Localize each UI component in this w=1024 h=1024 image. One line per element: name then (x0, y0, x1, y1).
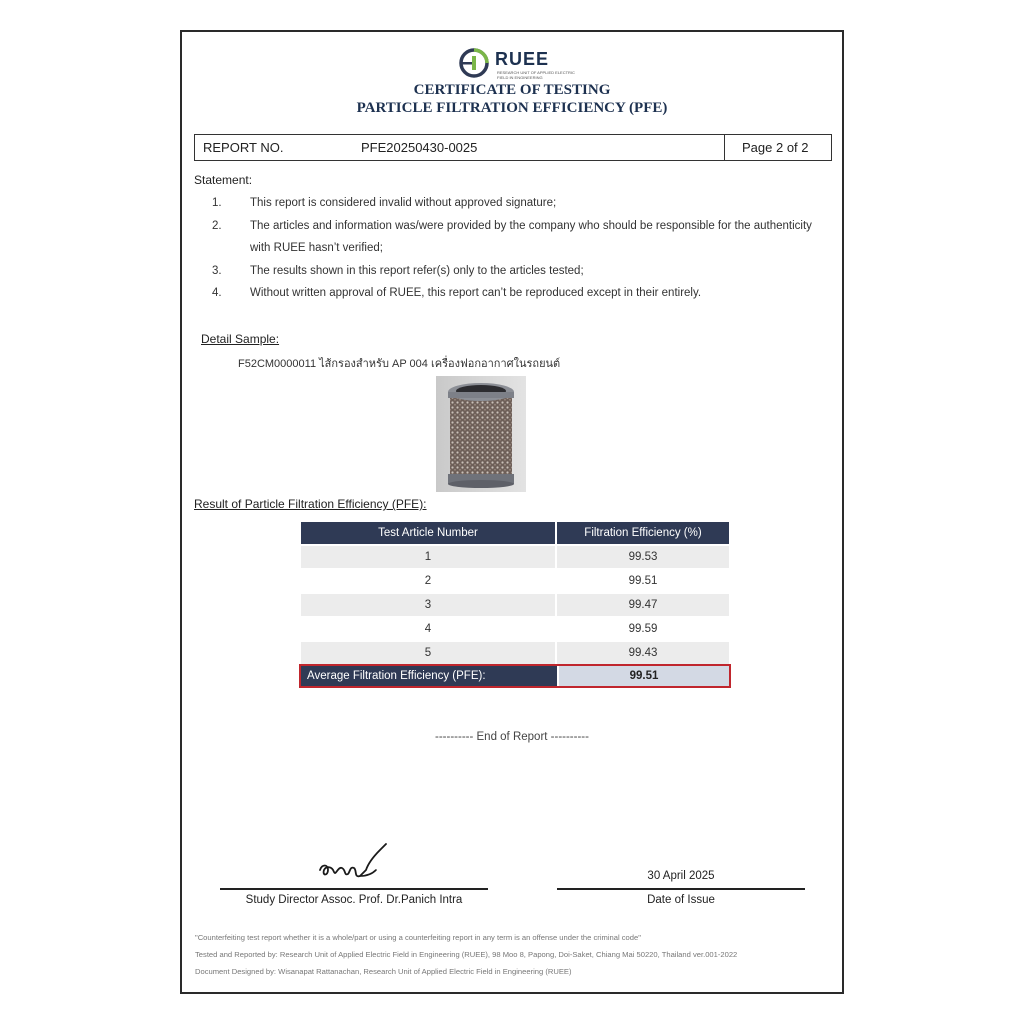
table-row (301, 594, 729, 616)
pfe-results-table (299, 520, 731, 666)
test-article-cell: 1 (301, 546, 555, 568)
statement-item (212, 192, 812, 215)
date-line (557, 888, 805, 890)
report-number-box (194, 134, 832, 161)
statement-number: 2. (212, 219, 222, 232)
footer-disclaimer: "Counterfeiting test report whether it is a whole/part or using a counterfeiting report in any term is an offense under the criminal code" (195, 933, 641, 942)
report-number: PFE20250430-0025 (361, 140, 478, 155)
column-header-test-article: Test Article Number (301, 522, 555, 544)
efficiency-cell: 99.43 (557, 642, 729, 664)
footer-designed-by: Document Designed by: Wisanapat Rattanachan, Research Unit of Applied Electric Field in Engineering (RUEE) (195, 967, 572, 976)
logo-subtitle: RESEARCH UNIT OF APPLIED ELECTRIC FIELD IN ENGINEERING (497, 70, 575, 80)
date-of-issue-label: Date of Issue (647, 894, 715, 906)
average-label: Average Filtration Efficiency (PFE): (301, 666, 557, 686)
test-article-cell: 5 (301, 642, 555, 664)
director-signature (314, 840, 392, 891)
footer-tested-by: Tested and Reported by: Research Unit of Applied Electric Field in Engineering (RUEE), 98 Moo 8, Papong, Doi-Saket, Chiang Mai 50220, Thailand ver.001-2022 (195, 950, 738, 959)
table-row (301, 642, 729, 664)
test-article-cell: 4 (301, 618, 555, 640)
certificate-title: CERTIFICATE OF TESTING (413, 82, 611, 98)
average-efficiency-row (299, 664, 731, 688)
column-header-efficiency: Filtration Efficiency (%) (557, 522, 729, 544)
statement-text: The results shown in this report refer(s) only to the articles tested; (250, 264, 584, 277)
end-of-report: ---------- End of Report ---------- (435, 731, 589, 743)
statement-item (212, 282, 812, 305)
statement-number: 3. (212, 264, 222, 277)
certificate-page (180, 30, 844, 994)
signature-line (220, 888, 488, 890)
statement-number: 1. (212, 197, 222, 209)
statement-item (212, 215, 812, 260)
certificate-subtitle: PARTICLE FILTRATION EFFICIENCY (PFE) (356, 100, 668, 116)
efficiency-cell: 99.59 (557, 618, 729, 640)
report-label: REPORT NO. (203, 140, 284, 155)
table-row (301, 618, 729, 640)
average-value: 99.51 (559, 666, 729, 686)
filter-sample-image (436, 376, 526, 492)
statement-text: This report is considered invalid without approved signature; (250, 197, 557, 209)
table-row (301, 570, 729, 592)
ruee-logo (457, 46, 577, 82)
test-article-cell: 3 (301, 594, 555, 616)
issue-date: 30 April 2025 (647, 870, 715, 882)
table-row (301, 546, 729, 568)
detail-sample-title: Detail Sample: (201, 332, 280, 346)
statement-list (212, 192, 812, 305)
page-indicator: Page 2 of 2 (742, 140, 809, 155)
statement-text: The articles and information was/were provided by the company who should be responsible for the authenticity with RUEE hasn’t verified; (250, 219, 812, 254)
detail-sample-text: F52CM0000011 ไส้กรองสำหรับ AP 004 เครื่องฟอกอากาศในรถยนต์ (238, 358, 561, 370)
study-director-label: Study Director Assoc. Prof. Dr.Panich Intra (245, 894, 463, 906)
report-box-divider (724, 135, 725, 160)
statement-title: Statement: (194, 173, 253, 187)
ruee-logo-icon (457, 46, 493, 80)
result-title: Result of Particle Filtration Efficiency (PFE): (194, 497, 427, 511)
efficiency-cell: 99.47 (557, 594, 729, 616)
logo-name: RUEE (495, 49, 550, 69)
statement-text: Without written approval of RUEE, this report can’t be reproduced except in their entirely. (250, 287, 702, 299)
efficiency-cell: 99.53 (557, 546, 729, 568)
statement-number: 4. (212, 287, 222, 299)
statement-item (212, 260, 812, 283)
test-article-cell: 2 (301, 570, 555, 592)
efficiency-cell: 99.51 (557, 570, 729, 592)
